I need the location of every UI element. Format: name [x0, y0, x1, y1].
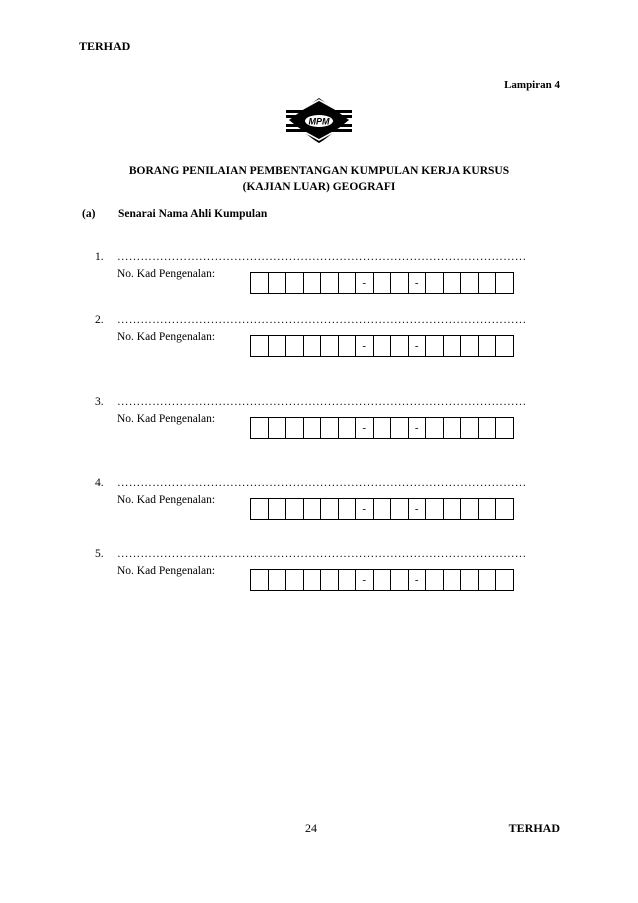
ic-digit-box[interactable] [250, 335, 269, 357]
ic-digit-box[interactable] [425, 498, 444, 520]
ic-digit-box[interactable] [373, 335, 392, 357]
ic-label: No. Kad Pengenalan: [117, 565, 216, 577]
ic-separator[interactable]: - [408, 498, 427, 520]
ic-digit-box[interactable] [303, 498, 322, 520]
ic-separator[interactable]: - [355, 335, 374, 357]
ic-digit-box[interactable] [250, 569, 269, 591]
section-a-label: (a) [82, 208, 96, 220]
ic-digit-box[interactable] [303, 272, 322, 294]
ic-digit-box[interactable] [390, 335, 409, 357]
ic-digit-box[interactable] [268, 569, 287, 591]
ic-digit-box[interactable] [338, 417, 357, 439]
ic-digit-box[interactable] [495, 498, 514, 520]
ic-digit-box[interactable] [338, 335, 357, 357]
ic-digit-box[interactable] [285, 417, 304, 439]
ic-digit-box[interactable] [460, 569, 479, 591]
ic-digit-box[interactable] [268, 417, 287, 439]
ic-digit-box[interactable] [443, 417, 462, 439]
annex-label: Lampiran 4 [504, 79, 560, 91]
ic-separator[interactable]: - [355, 498, 374, 520]
form-title-line1: BORANG PENILAIAN PEMBENTANGAN KUMPULAN KERJA KURSUS [128, 165, 510, 177]
ic-digit-box[interactable] [285, 335, 304, 357]
section-a-title: Senarai Nama Ahli Kumpulan [118, 208, 268, 220]
ic-digit-box[interactable] [373, 417, 392, 439]
logo-text: MPM [308, 116, 330, 127]
ic-label: No. Kad Pengenalan: [117, 413, 216, 425]
ic-number-boxes[interactable] [250, 272, 514, 294]
ic-separator[interactable]: - [355, 417, 374, 439]
member-number: 3. [95, 396, 104, 408]
page-number: 24 [305, 821, 317, 835]
member-number: 5. [95, 548, 104, 560]
ic-digit-box[interactable] [338, 498, 357, 520]
ic-separator[interactable]: - [408, 569, 427, 591]
ic-digit-box[interactable] [478, 498, 497, 520]
ic-digit-box[interactable] [338, 569, 357, 591]
ic-digit-box[interactable] [460, 417, 479, 439]
ic-separator[interactable]: - [408, 335, 427, 357]
ic-label: No. Kad Pengenalan: [117, 494, 216, 506]
ic-digit-box[interactable] [268, 335, 287, 357]
ic-digit-box[interactable] [390, 417, 409, 439]
ic-digit-box[interactable] [268, 498, 287, 520]
ic-digit-box[interactable] [390, 569, 409, 591]
ic-number-boxes[interactable] [250, 569, 514, 591]
ic-separator[interactable]: - [408, 417, 427, 439]
ic-digit-box[interactable] [285, 498, 304, 520]
ic-digit-box[interactable] [303, 569, 322, 591]
ic-number-boxes[interactable] [250, 335, 514, 357]
ic-digit-box[interactable] [443, 272, 462, 294]
ic-digit-box[interactable] [320, 417, 339, 439]
member-name-field[interactable]: …………………………………………………………………………………………… [117, 477, 527, 489]
ic-digit-box[interactable] [495, 569, 514, 591]
ic-digit-box[interactable] [250, 417, 269, 439]
ic-digit-box[interactable] [460, 335, 479, 357]
ic-digit-box[interactable] [390, 272, 409, 294]
footer-classification: TERHAD [508, 821, 560, 835]
member-number: 1. [95, 251, 104, 263]
ic-digit-box[interactable] [443, 498, 462, 520]
member-name-field[interactable]: …………………………………………………………………………………………… [117, 251, 527, 263]
ic-digit-box[interactable] [425, 335, 444, 357]
ic-digit-box[interactable] [443, 335, 462, 357]
ic-digit-box[interactable] [373, 569, 392, 591]
ic-digit-box[interactable] [390, 498, 409, 520]
ic-label: No. Kad Pengenalan: [117, 331, 216, 343]
form-title-line2: (KAJIAN LUAR) GEOGRAFI [242, 181, 396, 193]
ic-digit-box[interactable] [478, 335, 497, 357]
ic-label: No. Kad Pengenalan: [117, 268, 216, 280]
ic-digit-box[interactable] [320, 569, 339, 591]
ic-digit-box[interactable] [268, 272, 287, 294]
ic-digit-box[interactable] [373, 272, 392, 294]
ic-digit-box[interactable] [478, 417, 497, 439]
header-classification: TERHAD [79, 39, 131, 53]
ic-number-boxes[interactable] [250, 498, 514, 520]
member-number: 4. [95, 477, 104, 489]
ic-digit-box[interactable] [285, 272, 304, 294]
ic-digit-box[interactable] [320, 335, 339, 357]
ic-digit-box[interactable] [303, 417, 322, 439]
ic-digit-box[interactable] [495, 335, 514, 357]
ic-separator[interactable]: - [408, 272, 427, 294]
ic-digit-box[interactable] [460, 498, 479, 520]
ic-digit-box[interactable] [443, 569, 462, 591]
ic-separator[interactable]: - [355, 272, 374, 294]
ic-digit-box[interactable] [478, 272, 497, 294]
ic-digit-box[interactable] [425, 272, 444, 294]
ic-digit-box[interactable] [338, 272, 357, 294]
member-number: 2. [95, 314, 104, 326]
ic-digit-box[interactable] [495, 417, 514, 439]
member-name-field[interactable]: …………………………………………………………………………………………… [117, 548, 527, 560]
member-name-field[interactable]: …………………………………………………………………………………………… [117, 314, 527, 326]
ic-digit-box[interactable] [320, 498, 339, 520]
ic-digit-box[interactable] [373, 498, 392, 520]
ic-digit-box[interactable] [425, 417, 444, 439]
ic-digit-box[interactable] [425, 569, 444, 591]
ic-number-boxes[interactable] [250, 417, 514, 439]
ic-digit-box[interactable] [250, 272, 269, 294]
form-title [0, 163, 638, 195]
ic-digit-box[interactable] [495, 272, 514, 294]
mpm-logo [286, 96, 352, 146]
member-name-field[interactable]: …………………………………………………………………………………………… [117, 396, 527, 408]
ic-digit-box[interactable] [303, 335, 322, 357]
ic-digit-box[interactable] [478, 569, 497, 591]
ic-digit-box[interactable] [250, 498, 269, 520]
ic-digit-box[interactable] [320, 272, 339, 294]
ic-digit-box[interactable] [285, 569, 304, 591]
ic-separator[interactable]: - [355, 569, 374, 591]
ic-digit-box[interactable] [460, 272, 479, 294]
